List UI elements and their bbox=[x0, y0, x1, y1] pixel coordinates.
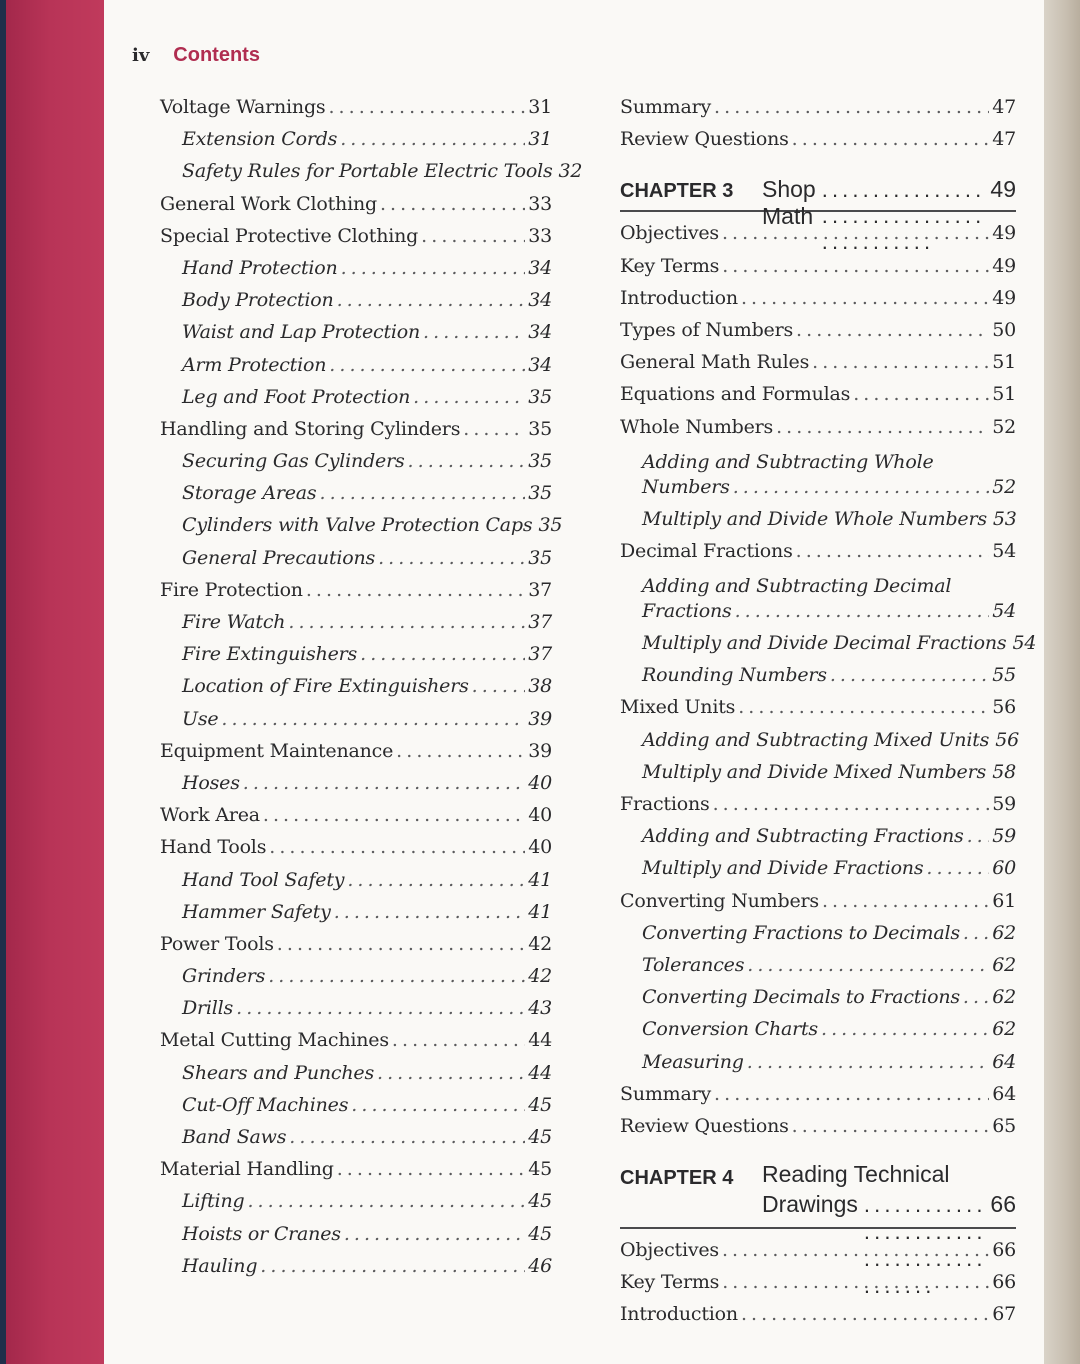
entry-label: Converting Fractions to Decimals bbox=[642, 921, 960, 944]
toc-subentry[interactable] bbox=[620, 761, 1016, 793]
chapter-number: CHAPTER 4 bbox=[620, 1167, 734, 1190]
entry-page: 34 bbox=[528, 353, 552, 376]
entry-page: 45 bbox=[528, 1158, 552, 1181]
leader-dots bbox=[747, 954, 989, 976]
entry-label: Extension Cords bbox=[182, 128, 338, 151]
entry-page: 42 bbox=[528, 932, 552, 955]
entry-page: 62 bbox=[992, 953, 1016, 976]
toc-entry[interactable] bbox=[620, 1303, 1016, 1335]
leader-dots bbox=[463, 418, 525, 440]
entry-page: 44 bbox=[528, 1061, 552, 1084]
leader-dots bbox=[963, 922, 989, 944]
chapter-number: CHAPTER 3 bbox=[620, 180, 734, 203]
toc-subentry[interactable] bbox=[160, 965, 552, 997]
entry-label: Fractions bbox=[620, 793, 710, 815]
toc-entry[interactable] bbox=[160, 804, 552, 836]
entry-page: 45 bbox=[528, 1190, 552, 1213]
entry-label: Cut-Off Machines bbox=[182, 1093, 349, 1116]
entry-label: Measuring bbox=[642, 1050, 744, 1073]
toc-subentry[interactable] bbox=[160, 869, 552, 901]
toc-subentry[interactable] bbox=[620, 1051, 1016, 1083]
leader-dots bbox=[722, 222, 989, 244]
leader-dots bbox=[822, 890, 989, 912]
toc-subentry[interactable] bbox=[160, 289, 552, 321]
entry-label: Adding and Subtracting Mixed Units bbox=[642, 728, 990, 751]
entry-page: 64 bbox=[992, 1050, 1016, 1073]
leader-dots bbox=[722, 1271, 989, 1293]
entry-page: 58 bbox=[992, 760, 1016, 783]
leader-dots bbox=[741, 1303, 989, 1325]
entry-page: 40 bbox=[528, 836, 552, 859]
entry-page: 54 bbox=[1012, 632, 1037, 655]
toc-subentry[interactable] bbox=[620, 986, 1016, 1018]
leader-dots bbox=[423, 321, 525, 343]
entry-label: Arm Protection bbox=[182, 353, 327, 376]
entry-label: Use bbox=[182, 707, 219, 730]
toc-entry[interactable] bbox=[620, 696, 1016, 728]
leader-dots bbox=[722, 255, 989, 277]
toc-entry[interactable] bbox=[160, 96, 552, 128]
entry-page: 39 bbox=[528, 707, 552, 730]
toc-subentry[interactable] bbox=[160, 160, 583, 192]
entry-page: 44 bbox=[528, 1029, 552, 1052]
leader-dots bbox=[221, 708, 525, 730]
leader-dots bbox=[288, 611, 525, 633]
entry-page: 49 bbox=[992, 222, 1016, 245]
leader-dots bbox=[738, 696, 989, 718]
entry-label: Key Terms bbox=[620, 1271, 720, 1294]
entry-page: 32 bbox=[558, 160, 583, 183]
entry-label-line-2: Numbers bbox=[642, 475, 730, 498]
leader-dots bbox=[926, 857, 989, 879]
chapter-page: 49 bbox=[990, 176, 1016, 203]
toc-entry[interactable] bbox=[620, 351, 1016, 383]
leader-dots bbox=[289, 1126, 525, 1148]
leader-dots bbox=[963, 986, 989, 1008]
entry-label: Grinders bbox=[182, 965, 266, 988]
toc-subentry[interactable] bbox=[160, 354, 552, 386]
leader-dots bbox=[392, 1029, 525, 1051]
entry-label-line-2: Fractions bbox=[642, 600, 732, 623]
leader-dots bbox=[306, 579, 525, 601]
toc-subentry[interactable] bbox=[160, 901, 552, 933]
leader-dots bbox=[713, 793, 990, 815]
entry-label: Introduction bbox=[620, 286, 738, 309]
toc-subentry[interactable] bbox=[160, 257, 552, 289]
leader-dots bbox=[421, 225, 525, 247]
entry-label: Drills bbox=[182, 997, 234, 1020]
entry-label: Decimal Fractions bbox=[620, 539, 793, 562]
leader-dots bbox=[247, 1190, 525, 1212]
entry-page: 35 bbox=[528, 385, 552, 408]
entry-page: 64 bbox=[992, 1082, 1016, 1105]
entry-page: 56 bbox=[995, 728, 1019, 751]
leader-dots bbox=[260, 1255, 525, 1277]
toc-entry[interactable] bbox=[160, 225, 552, 257]
toc-entry[interactable] bbox=[620, 416, 1016, 448]
entry-page: 62 bbox=[992, 986, 1016, 1009]
leader-dots bbox=[340, 128, 525, 150]
leader-dots bbox=[380, 193, 525, 215]
entry-label: Multiply and Divide Decimal Fractions bbox=[642, 632, 1007, 655]
leader-dots bbox=[377, 1062, 525, 1084]
entry-label-line-1: Adding and Subtracting Whole bbox=[642, 450, 934, 473]
entry-label: Metal Cutting Machines bbox=[160, 1029, 389, 1052]
toc-entry[interactable] bbox=[620, 383, 1016, 415]
toc-subentry[interactable] bbox=[620, 1018, 1016, 1050]
entry-page: 41 bbox=[528, 900, 552, 923]
toc-subentry[interactable] bbox=[160, 514, 563, 546]
entry-page: 56 bbox=[992, 696, 1016, 719]
leader-dots bbox=[319, 482, 525, 504]
toc-entry[interactable] bbox=[160, 418, 552, 450]
entry-page: 37 bbox=[528, 643, 552, 666]
entry-page: 65 bbox=[992, 1114, 1016, 1137]
entry-page: 38 bbox=[528, 675, 552, 698]
entry-page: 53 bbox=[992, 507, 1017, 530]
leader-dots bbox=[472, 675, 526, 697]
entry-label: Storage Areas bbox=[182, 482, 317, 505]
entry-label: Work Area bbox=[160, 804, 260, 827]
page-edge-shadow bbox=[1044, 0, 1080, 1364]
page-header bbox=[132, 44, 260, 70]
entry-page: 54 bbox=[992, 600, 1016, 623]
leader-dots bbox=[236, 997, 525, 1019]
toc-subentry[interactable] bbox=[160, 450, 552, 482]
toc-entry[interactable] bbox=[160, 740, 552, 772]
entry-label: Body Protection bbox=[182, 289, 334, 312]
leader-dots bbox=[722, 1239, 989, 1261]
toc-subentry[interactable] bbox=[160, 1190, 552, 1222]
entry-label: Equipment Maintenance bbox=[160, 739, 394, 762]
entry-label: Shears and Punches bbox=[182, 1061, 374, 1084]
entry-page: 42 bbox=[528, 965, 552, 988]
leader-dots bbox=[351, 1094, 525, 1116]
entry-label: Review Questions bbox=[620, 1114, 789, 1137]
toc-subentry[interactable] bbox=[620, 954, 1016, 986]
entry-label: Special Protective Clothing bbox=[160, 224, 419, 247]
toc-subentry[interactable] bbox=[620, 922, 1016, 954]
entry-label: Leg and Foot Protection bbox=[182, 385, 411, 408]
entry-page: 47 bbox=[992, 128, 1016, 151]
toc-subentry[interactable] bbox=[160, 1062, 552, 1094]
entry-label: Multiply and Divide Fractions bbox=[642, 857, 924, 880]
entry-page: 51 bbox=[992, 351, 1016, 374]
entry-page: 47 bbox=[992, 96, 1016, 118]
entry-label: Fire Extinguishers bbox=[182, 643, 358, 666]
leader-dots bbox=[413, 386, 525, 408]
entry-label: Hoists or Cranes bbox=[182, 1222, 341, 1245]
toc-subentry[interactable] bbox=[620, 572, 1016, 632]
entry-page: 45 bbox=[528, 1222, 552, 1245]
entry-page: 35 bbox=[528, 482, 552, 505]
entry-page: 49 bbox=[992, 254, 1016, 277]
entry-label: Hand Tools bbox=[160, 836, 267, 859]
toc-subentry[interactable] bbox=[160, 1223, 552, 1255]
toc-entry[interactable] bbox=[160, 193, 552, 225]
leader-dots bbox=[714, 96, 989, 118]
entry-page: 31 bbox=[528, 96, 552, 118]
toc-subentry[interactable] bbox=[620, 448, 1016, 508]
toc-subentry[interactable] bbox=[620, 664, 1016, 696]
toc-subentry[interactable] bbox=[160, 1255, 552, 1287]
entry-page: 37 bbox=[528, 611, 552, 633]
entry-label: Hoses bbox=[182, 771, 240, 794]
chapter-title: Shop Math bbox=[762, 176, 816, 230]
entry-page: 55 bbox=[992, 664, 1016, 687]
leader-dots bbox=[714, 1083, 989, 1105]
entry-label: General Precautions bbox=[182, 546, 376, 569]
leader-dots bbox=[796, 319, 989, 341]
entry-page: 59 bbox=[992, 825, 1016, 848]
entry-page: 52 bbox=[992, 415, 1016, 438]
toc-subentry[interactable] bbox=[160, 772, 552, 804]
toc-subentry[interactable] bbox=[160, 997, 552, 1029]
entry-page: 51 bbox=[992, 383, 1016, 406]
entry-label: Material Handling bbox=[160, 1158, 334, 1181]
toc-subentry[interactable] bbox=[160, 128, 552, 160]
entry-label: Multiply and Divide Mixed Numbers bbox=[642, 760, 987, 783]
entry-page: 61 bbox=[992, 889, 1016, 912]
leader-dots bbox=[830, 664, 989, 686]
entry-label: Tolerances bbox=[642, 953, 745, 976]
entry-label: Fire Watch bbox=[182, 611, 286, 633]
page-number: iv bbox=[132, 45, 150, 66]
entry-label: Hammer Safety bbox=[182, 900, 331, 923]
toc-subentry[interactable] bbox=[160, 1094, 552, 1126]
entry-page: 45 bbox=[528, 1093, 552, 1116]
entry-page: 40 bbox=[528, 771, 552, 794]
chapter-title-line-2: Drawings bbox=[762, 1191, 858, 1218]
entry-label: Hand Tool Safety bbox=[182, 868, 345, 891]
entry-page: 59 bbox=[992, 793, 1016, 815]
toc-subentry[interactable] bbox=[160, 547, 552, 579]
leader-dots bbox=[341, 257, 526, 279]
toc-entry[interactable] bbox=[620, 96, 1016, 128]
toc-subentry[interactable] bbox=[620, 825, 1016, 857]
page-title: Contents bbox=[173, 44, 260, 66]
entry-page: 46 bbox=[528, 1254, 552, 1277]
entry-label: Cylinders with Valve Protection Caps bbox=[182, 514, 533, 537]
chapter-page: 66 bbox=[990, 1191, 1016, 1218]
entry-label: Adding and Subtracting Fractions bbox=[642, 825, 964, 848]
leader-dots bbox=[344, 1223, 525, 1245]
leader-dots bbox=[408, 450, 526, 472]
entry-page: 34 bbox=[528, 289, 552, 312]
entry-label: Review Questions bbox=[620, 128, 789, 151]
toc-entry[interactable] bbox=[160, 1158, 552, 1190]
entry-label: Voltage Warnings bbox=[160, 96, 326, 118]
toc-entry[interactable] bbox=[160, 836, 552, 868]
toc-subentry[interactable] bbox=[620, 728, 1019, 761]
leader-dots bbox=[277, 933, 525, 955]
entry-label: Mixed Units bbox=[620, 696, 736, 719]
entry-label: Hauling bbox=[182, 1254, 258, 1277]
chapter-title-line-1: Reading Technical bbox=[762, 1161, 950, 1188]
toc-entry[interactable] bbox=[160, 933, 552, 965]
margin-color-band bbox=[6, 0, 104, 1364]
entry-label: Conversion Charts bbox=[642, 1018, 818, 1041]
leader-dots bbox=[853, 383, 989, 405]
entry-label: Converting Decimals to Fractions bbox=[642, 986, 960, 1009]
entry-label: Band Saws bbox=[182, 1126, 287, 1148]
entry-page: 39 bbox=[528, 739, 552, 762]
entry-label: Power Tools bbox=[160, 932, 274, 955]
leader-dots bbox=[337, 289, 526, 311]
entry-label: Safety Rules for Portable Electric Tools bbox=[182, 160, 553, 183]
leader-dots bbox=[263, 804, 525, 826]
entry-label: Summary bbox=[620, 96, 712, 118]
entry-label: Summary bbox=[620, 1082, 712, 1105]
entry-label: Location of Fire Extinguishers bbox=[182, 675, 469, 698]
toc-subentry[interactable] bbox=[160, 1126, 552, 1158]
entry-page: 35 bbox=[528, 450, 552, 473]
entry-label: General Math Rules bbox=[620, 351, 810, 374]
entry-page: 37 bbox=[528, 578, 552, 601]
toc-entry[interactable] bbox=[620, 287, 1016, 319]
entry-label: Whole Numbers bbox=[620, 415, 774, 438]
entry-page: 50 bbox=[992, 318, 1016, 341]
entry-page: 62 bbox=[992, 921, 1016, 944]
toc-subentry[interactable] bbox=[620, 632, 1037, 664]
entry-label: Multiply and Divide Whole Numbers bbox=[642, 507, 987, 530]
toc-entry[interactable] bbox=[620, 1083, 1016, 1115]
leader-dots bbox=[347, 869, 525, 891]
entry-label-line-1: Adding and Subtracting Decimal bbox=[642, 575, 952, 598]
toc-subentry[interactable] bbox=[160, 708, 552, 740]
entry-page: 66 bbox=[992, 1239, 1016, 1262]
toc-entry[interactable] bbox=[620, 255, 1016, 287]
leader-dots bbox=[360, 643, 525, 665]
entry-label: Objectives bbox=[620, 222, 719, 245]
entry-page: 45 bbox=[528, 1126, 552, 1148]
toc-subentry[interactable] bbox=[160, 643, 552, 675]
leader-dots bbox=[747, 1051, 989, 1073]
chapter-4-heading[interactable] bbox=[620, 1161, 1016, 1229]
entry-page: 62 bbox=[992, 1018, 1016, 1041]
chapter-3-heading[interactable] bbox=[620, 176, 1016, 230]
entry-page: 33 bbox=[528, 192, 552, 215]
toc-entry[interactable] bbox=[620, 1115, 1016, 1147]
entry-page: 33 bbox=[528, 224, 552, 247]
entry-label: Key Terms bbox=[620, 254, 720, 277]
leader-dots bbox=[796, 540, 990, 562]
entry-label: General Work Clothing bbox=[160, 192, 377, 215]
toc-subentry[interactable] bbox=[620, 857, 1016, 889]
entry-page: 35 bbox=[528, 417, 552, 440]
toc-subentry[interactable] bbox=[160, 611, 552, 643]
leader-dots bbox=[378, 547, 525, 569]
entry-page: 40 bbox=[528, 804, 552, 827]
toc-entry[interactable] bbox=[620, 128, 1016, 160]
leader-dots bbox=[396, 740, 525, 762]
leader-dots bbox=[733, 476, 990, 498]
toc-group-top bbox=[620, 96, 1016, 160]
leader-dots bbox=[792, 128, 990, 150]
toc-entry[interactable] bbox=[160, 579, 552, 611]
leader-dots bbox=[334, 901, 526, 923]
leader-dots bbox=[269, 836, 525, 858]
toc-entry[interactable] bbox=[160, 1029, 552, 1061]
entry-page: 35 bbox=[528, 546, 552, 569]
toc-subentry[interactable] bbox=[160, 675, 552, 707]
leader-dots bbox=[337, 1158, 526, 1180]
entry-page: 60 bbox=[992, 857, 1016, 880]
leader-dots bbox=[329, 354, 525, 376]
toc-entry[interactable] bbox=[620, 319, 1016, 351]
entry-label: Objectives bbox=[620, 1239, 719, 1262]
entry-page: 34 bbox=[528, 256, 552, 279]
entry-page: 43 bbox=[528, 997, 552, 1020]
toc-entry[interactable] bbox=[620, 793, 1016, 825]
entry-page: 35 bbox=[538, 514, 563, 537]
entry-label: Equations and Formulas bbox=[620, 383, 851, 406]
leader-dots bbox=[821, 1018, 989, 1040]
leader-dots bbox=[776, 416, 989, 438]
toc-right-column bbox=[620, 96, 1037, 1336]
toc-group-chapter-4 bbox=[620, 1239, 1016, 1336]
leader-dots bbox=[741, 287, 989, 309]
entry-label: Waist and Lap Protection bbox=[182, 321, 421, 344]
entry-page: 66 bbox=[992, 1271, 1016, 1294]
toc-subentry[interactable] bbox=[620, 508, 1016, 540]
entry-page: 31 bbox=[528, 128, 552, 151]
toc-left-column bbox=[160, 96, 583, 1287]
entry-label: Types of Numbers bbox=[620, 318, 794, 341]
leader-dots bbox=[268, 965, 525, 987]
entry-page: 54 bbox=[992, 539, 1016, 562]
entry-page: 41 bbox=[528, 868, 552, 891]
entry-label: Rounding Numbers bbox=[642, 664, 827, 687]
entry-label: Hand Protection bbox=[182, 256, 338, 279]
entry-label: Securing Gas Cylinders bbox=[182, 450, 405, 473]
entry-page: 67 bbox=[992, 1303, 1016, 1326]
toc-subentry[interactable] bbox=[160, 482, 552, 514]
toc-entry[interactable] bbox=[620, 890, 1016, 922]
leader-dots bbox=[243, 772, 525, 794]
leader-dots bbox=[812, 351, 989, 373]
entry-label: Converting Numbers bbox=[620, 889, 819, 912]
entry-label: Lifting bbox=[182, 1190, 245, 1213]
toc-entry[interactable] bbox=[620, 540, 1016, 572]
entry-page: 34 bbox=[528, 321, 552, 344]
entry-label: Introduction bbox=[620, 1303, 738, 1326]
leader-dots bbox=[792, 1115, 990, 1137]
entry-label: Fire Protection bbox=[160, 578, 303, 601]
entry-page: 49 bbox=[992, 286, 1016, 309]
toc-subentry[interactable] bbox=[160, 386, 552, 418]
leader-dots bbox=[328, 96, 525, 118]
entry-page: 52 bbox=[992, 475, 1016, 498]
toc-group-chapter-3 bbox=[620, 222, 1037, 1147]
toc-subentry[interactable] bbox=[160, 321, 552, 353]
leader-dots bbox=[967, 825, 990, 847]
entry-label: Handling and Storing Cylinders bbox=[160, 417, 461, 440]
leader-dots bbox=[735, 600, 990, 622]
